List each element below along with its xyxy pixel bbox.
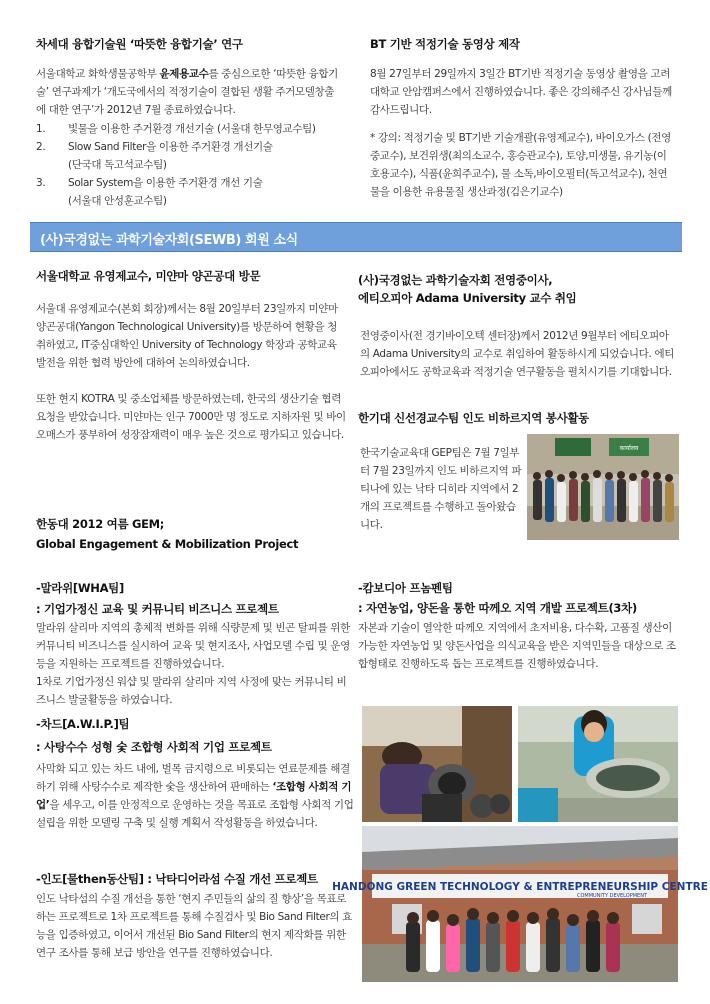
india-service-para: 한국기술교육대 GEP팀은 7월 7일부터 7월 23일까지 인도 비하르지역 파티나에 있는 낙타 디히라 지역에서 2개의 프로젝트를 수행하고 돌아왔습니다.: [360, 447, 522, 531]
section-heading-myanmar: 서울대학교 유영제교수, 미얀마 양곤공대 방문: [36, 269, 261, 283]
banner-title: (사)국경없는 과학기술자회(SEWB) 회원 소식: [40, 233, 298, 248]
gem-heading-2: Global Engagement & Mobilization Project: [36, 537, 299, 551]
intro-text-a: 서울대학교 화학생물공학부: [36, 68, 160, 80]
photo-workers: [362, 706, 512, 822]
photo-handong-centre: [332, 826, 708, 982]
list-item: 1. 빛물을 이용한 주거환경 개선기술 (서울대 한무영교수팀): [36, 123, 316, 135]
list-item: 3. Solar System을 이용한 주거환경 개선 기술: [36, 177, 263, 189]
section-heading-convergence: 차세대 융합기술원 ‘따뜻한 융합기술’ 연구: [36, 37, 243, 51]
malawi-team-title: -말라위[WHA팀]: [36, 581, 124, 595]
cambodia-team-title: -캄보디아 프놈펜팀: [358, 581, 453, 595]
cambodia-para: 자본과 기술이 열악한 따께오 지역에서 초저비용, 다수확, 고품질 생산이 가능한 자연농업 및 양돈사업을 의식교육을 받은 지역민들을 대상으로 조합형태로 진행하도록 돕는 프로젝트를 진행하였습니다.: [358, 622, 676, 670]
malawi-para-2: 1차로 기업가정신 워샵 및 말라위 살리마 지역 사정에 맞는 커뮤니티 비즈니스 발굴활동을 하였습니다.: [36, 676, 347, 706]
chad-project-title: : 사탕수수 성형 숯 조합형 사회적 기업 프로젝트: [36, 740, 272, 754]
photo-fish-tank: [518, 706, 678, 822]
bt-video-note: * 강의: 적정기술 및 BT기반 기술개괄(유영제교수), 바이오가스 (전영중교수), 보건위생(최의소교수, 홍승관교수), 토양,미생물, 유기농(이호용교수), 식품(윤희주교수), 물 소독,바이오필터(독고석교수), 천연물을 이용한 유용물질 생산과정(김은기교수): [370, 132, 671, 198]
list-item: (서울대 안성훈교수팀): [68, 195, 167, 207]
centre-sign-sub: COMMUNITY DEVELOPMENT: [576, 893, 648, 899]
gem-heading-1: 한동대 2012 여름 GEM;: [36, 517, 165, 531]
news-banner: [30, 222, 682, 252]
cambodia-project-title: : 자연농업, 양돈을 통한 따께오 지역 개발 프로젝트(3차): [358, 601, 637, 615]
malawi-project-title: : 기업가정신 교육 및 커뮤니티 비즈니스 프로젝트: [36, 602, 279, 616]
india-sign-text: कार्यालय: [619, 445, 639, 452]
section-heading-india-service: 한기대 신선경교수팀 인도 비하르지역 봉사활동: [358, 411, 589, 425]
ethiopia-para: 전영중이사(전 경기바이오텍 센터장)께서 2012년 9월부터 에티오피아의 Adama University의 교수로 취임하여 활동하시게 되었습니다. 에티오피아에서도 공학교육과 적정기술 연구활동을 펼치시기를 기대합니다.: [360, 330, 675, 378]
bt-video-body: 8월 27일부터 29일까지 3일간 BT기반 적정기술 동영상 촬영을 고려대학교 안암캠퍼스에서 진행하였습니다. 좋은 강의해주신 강사님들께 감사드립니다.: [370, 68, 672, 116]
india-group-photo: [527, 434, 679, 540]
section-heading-ethiopia-1: (사)국경없는 과학기술자회 전영중이사,: [358, 273, 553, 287]
convergence-intro: [36, 65, 342, 119]
intro-text-b: 를 중심으로한 ‘따뜻한 융합기술’ 연구과제가 ‘개도국에서의 적정기술이 결합된 생활 주거모델창출에 대한 연구’가 2012년 7월 종료하였습니다.: [36, 68, 338, 116]
section-heading-bt-video: BT 기반 적정기술 동영상 제작: [370, 37, 520, 51]
chad-para: 사막화 되고 있는 차드 내에, 벌목 금지령으로 비롯되는 연료문제를 해결하기 위해 사탕수수로 제작한 숯을 생산하여 판매하는 ‘조합형 사회적 기업’을 세우고, 이를 안정적으로 운영하는 것을 목표로 조합형 사회적 기업 설립을 위한 모델링 구축 및 실행 계획서 작성활동을 하였습니다.: [36, 763, 354, 829]
myanmar-para-2: 또한 현지 KOTRA 및 중소업체를 방문하였는데, 한국의 생산기술 협력 요청을 받았습니다. 미얀마는 인구 7000만 명 정도로 지하자원 및 바이오매스가 풍부하여 성장잠재력이 매우 높은 것으로 평가되고 있습니다.: [36, 393, 346, 441]
centre-sign-text: HANDONG GREEN TECHNOLOGY & ENTREPRENEURSHIP CENTRE: [332, 881, 708, 893]
myanmar-para-1: 서울대 유영제교수(본회 회장)께서는 8월 20일부터 23일까지 미얀마 양곤공대(Yangon Technological University)를 방문하여 현황을 청취하였고, IT중심대학인 University of Technology 학장과 공학교육 발전을 위한 협력 방안에 대하여 논의하였습니다.: [36, 303, 338, 369]
india-para: 인도 낙타섬의 수질 개선을 통한 ‘현지 주민들의 삶의 질 향상’을 목표로 하는 프로젝트로 1차 프로젝트를 통해 수질검사 및 Bio Sand Filter의 효능을 입증하였고, 이어서 개선된 Bio Sand Filter의 현지 제작화를 위한 연구 조사를 통해 보급 방안을 연구를 진행하였습니다.: [36, 893, 353, 959]
list-item: (단국대 독고석교수팀): [68, 159, 167, 171]
convergence-list: [36, 120, 346, 210]
intro-professor: 윤제용교수: [159, 68, 209, 80]
list-item: 2. Slow Sand Filter을 이용한 주거환경 개선기술: [36, 141, 273, 153]
section-heading-ethiopia-2: 에티오피아 Adama University 교수 취임: [358, 291, 577, 305]
malawi-para-1: 말라위 살리마 지역의 총체적 변화를 위해 식량문제 및 빈곤 탈피를 위한 커뮤니티 비즈니스를 실시하여 교육 및 현지조사, 사업모델 수립 및 운영 등을 지원하는 프로젝트를 진행하였습니다.: [36, 622, 350, 670]
chad-team-title: -차드[A.W.I.P.]팀: [36, 717, 130, 731]
india-team-title: -인도[물then동산팀] : 낙타디어라섬 수질 개선 프로젝트: [36, 872, 318, 886]
chad-highlight: ‘조합형 사회적 기업’: [36, 781, 352, 811]
